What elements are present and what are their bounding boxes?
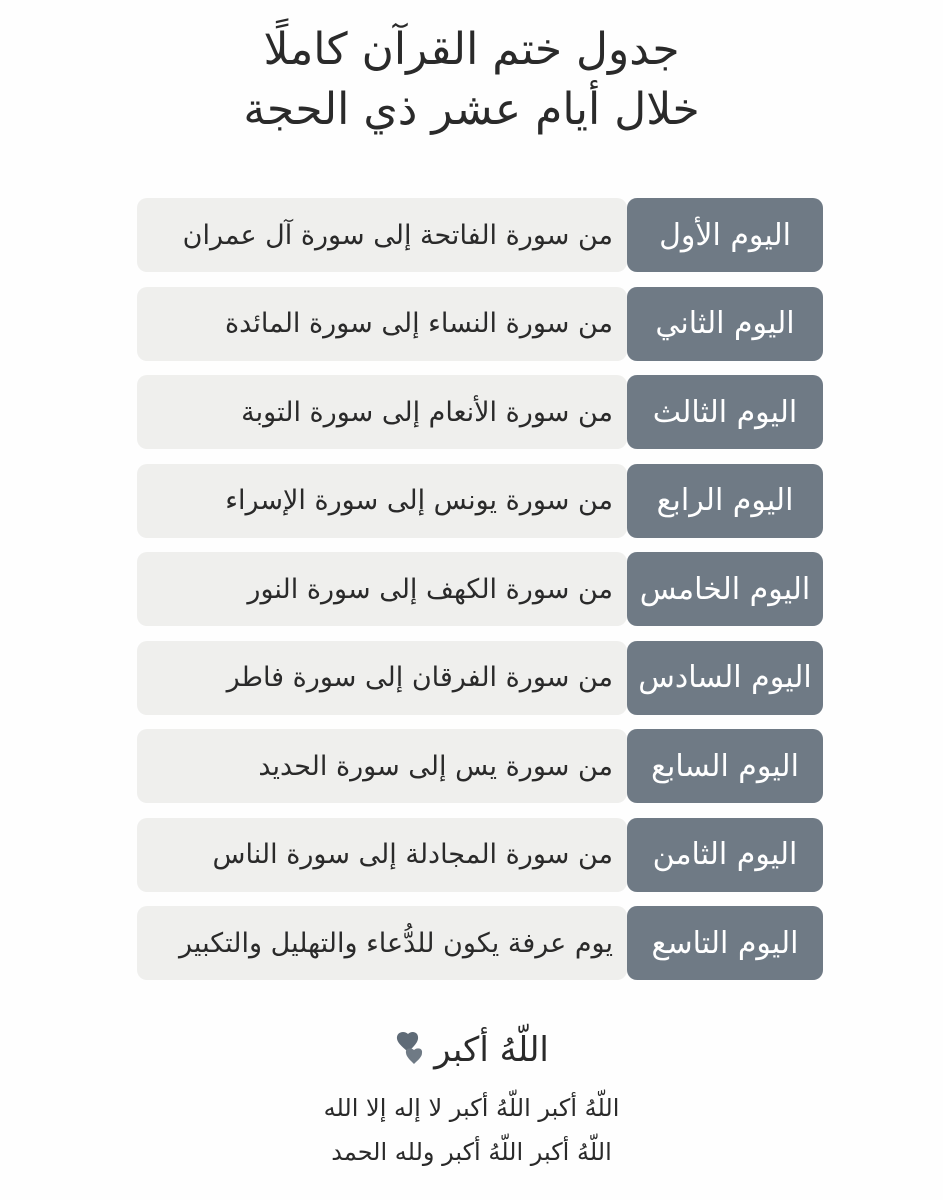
day-label: اليوم الثالث — [627, 375, 823, 449]
day-label: اليوم الخامس — [627, 552, 823, 626]
hearts-icon — [394, 1030, 428, 1070]
day-label: اليوم الثاني — [627, 287, 823, 361]
page-subtitle: خلال أيام عشر ذي الحجة — [243, 84, 700, 135]
schedule-row — [137, 375, 823, 449]
schedule-row — [137, 729, 823, 803]
day-label: اليوم التاسع — [627, 906, 823, 980]
schedule-row — [137, 552, 823, 626]
day-label: اليوم الأول — [627, 198, 823, 272]
surah-range: يوم عرفة يكون للدُّعاء والتهليل والتكبير — [137, 906, 627, 980]
takbir-heading: اللّهُ أكبر — [434, 1030, 549, 1070]
reading-schedule — [137, 198, 823, 995]
day-label: اليوم الثامن — [627, 818, 823, 892]
schedule-row — [137, 818, 823, 892]
page-title: جدول ختم القرآن كاملًا — [263, 24, 680, 75]
takbir-line-2: اللّهُ أكبر اللّهُ أكبر ولله الحمد — [331, 1138, 612, 1166]
takbir-line-1: اللّهُ أكبر اللّهُ أكبر لا إله إلا الله — [323, 1094, 620, 1122]
surah-range: من سورة النساء إلى سورة المائدة — [137, 287, 627, 361]
surah-range: من سورة الفاتحة إلى سورة آل عمران — [137, 198, 627, 272]
surah-range: من سورة يونس إلى سورة الإسراء — [137, 464, 627, 538]
schedule-row — [137, 641, 823, 715]
day-label: اليوم السابع — [627, 729, 823, 803]
takbir-heading-row — [0, 1030, 943, 1070]
schedule-row — [137, 198, 823, 272]
surah-range: من سورة يس إلى سورة الحديد — [137, 729, 627, 803]
surah-range: من سورة الفرقان إلى سورة فاطر — [137, 641, 627, 715]
day-label: اليوم السادس — [627, 641, 823, 715]
surah-range: من سورة الكهف إلى سورة النور — [137, 552, 627, 626]
schedule-row — [137, 287, 823, 361]
schedule-row — [137, 464, 823, 538]
schedule-row — [137, 906, 823, 980]
surah-range: من سورة الأنعام إلى سورة التوبة — [137, 375, 627, 449]
day-label: اليوم الرابع — [627, 464, 823, 538]
surah-range: من سورة المجادلة إلى سورة الناس — [137, 818, 627, 892]
